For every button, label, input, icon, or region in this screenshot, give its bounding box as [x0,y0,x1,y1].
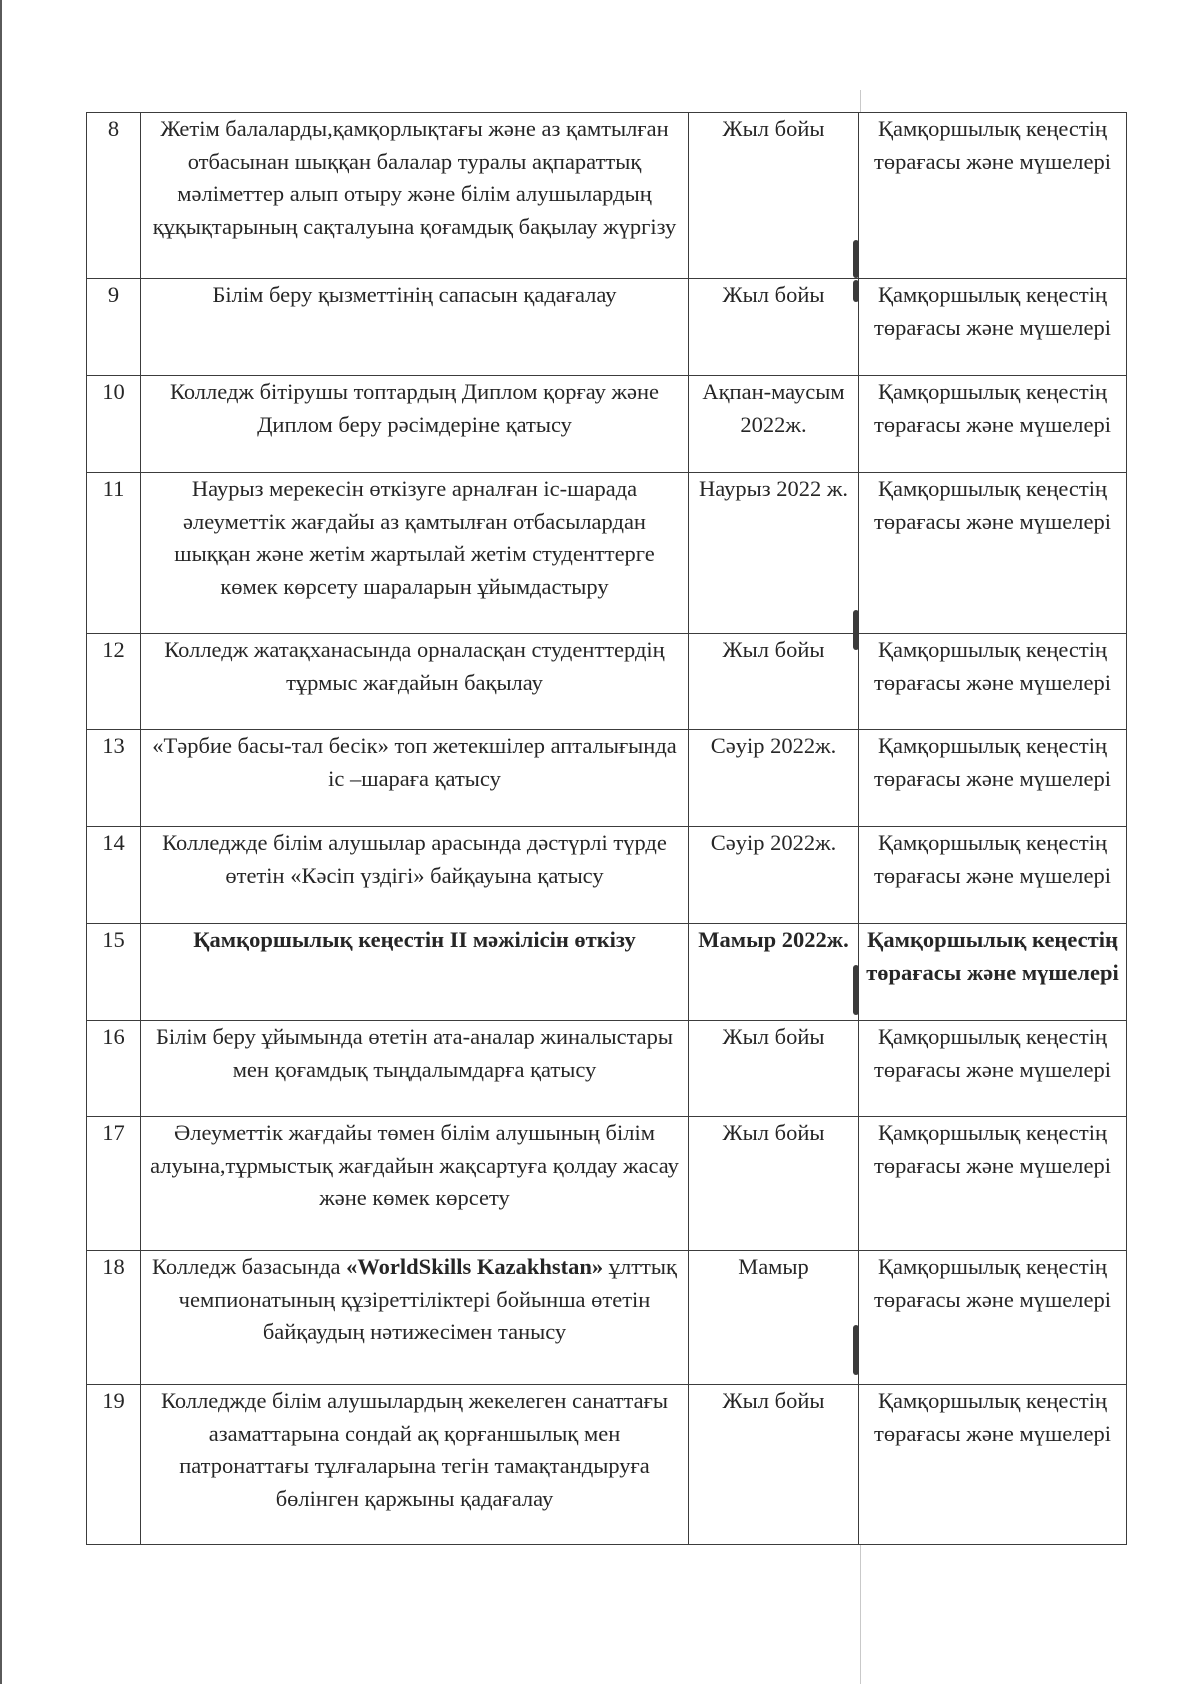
table-row [87,279,1127,376]
date-cell: Сәуір 2022ж. [689,827,859,924]
date-cell: Жыл бойы [689,1021,859,1117]
responsible-cell: Қамқоршылық кеңестің төрағасы және мүшелері [859,634,1127,730]
responsible-cell: Қамқоршылық кеңестің төрағасы және мүшелері [859,1021,1127,1117]
task-cell: Жетім балаларды,қамқорлықтағы және аз қамтылған отбасынан шыққан балалар туралы ақпараттық мәліметтер алып отыру және білім алушылардың құқықтарының сақталуына қоғамдық бақылау жүргізу [141,113,689,279]
table-row [87,473,1127,634]
binding-mark [853,280,859,302]
date-cell: Жыл бойы [689,279,859,376]
row-number: 16 [87,1021,141,1117]
table-row [87,113,1127,279]
responsible-cell: Қамқоршылық кеңестің төрағасы және мүшелері [859,113,1127,279]
responsible-cell: Қамқоршылық кеңестің төрағасы және мүшелері [859,924,1127,1021]
date-cell: Жыл бойы [689,1385,859,1545]
binding-mark [853,965,859,1015]
row-number: 9 [87,279,141,376]
binding-mark [853,1325,859,1375]
table-row [87,634,1127,730]
table-row [87,1385,1127,1545]
responsible-cell: Қамқоршылық кеңестің төрағасы және мүшелері [859,376,1127,473]
table-row [87,1251,1127,1385]
task-cell: Колледжде білім алушылар арасында дәстүрлі түрде өтетін «Кәсіп үздігі» байқауына қатысу [141,827,689,924]
row-number: 8 [87,113,141,279]
task-cell: «Тәрбие басы-тал бесік» топ жетекшілер апталығында іс –шараға қатысу [141,730,689,827]
row-number: 13 [87,730,141,827]
row-number: 15 [87,924,141,1021]
row-number: 14 [87,827,141,924]
responsible-cell: Қамқоршылық кеңестің төрағасы және мүшелері [859,827,1127,924]
date-cell: Наурыз 2022 ж. [689,473,859,634]
task-cell: Білім беру қызметтінің сапасын қадағалау [141,279,689,376]
task-cell: Наурыз мерекесін өткізуге арналған іс-шарада әлеуметтік жағдайы аз қамтылған отбасылардан шыққан және жетім жартылай жетім студенттерге көмек көрсету шараларын ұйымдастыру [141,473,689,634]
scan-page-edge [0,0,2,1684]
table-row [87,1021,1127,1117]
date-cell: Жыл бойы [689,1117,859,1251]
table-row-highlighted [87,924,1127,1021]
task-text: Колледж базасында [152,1254,347,1279]
table-row [87,730,1127,827]
task-cell: Білім беру ұйымында өтетін ата-аналар жиналыстары мен қоғамдық тыңдалымдарға қатысу [141,1021,689,1117]
binding-mark [853,610,859,650]
scan-artifact-line [860,1545,861,1684]
date-cell: Мамыр 2022ж. [689,924,859,1021]
row-number: 12 [87,634,141,730]
scan-artifact-line [860,90,861,112]
binding-mark [853,240,859,278]
task-cell [141,1251,689,1385]
table-row [87,1117,1127,1251]
task-cell: Колледжде білім алушылардың жекелеген санаттағы азаматтарына сондай ақ қорғаншылық мен патронаттағы тұлғаларына тегін тамақтандыруға бөлінген қаржыны қадағалау [141,1385,689,1545]
work-plan-table [86,112,1127,1545]
responsible-cell: Қамқоршылық кеңестің төрағасы және мүшелері [859,1385,1127,1545]
table-row [87,827,1127,924]
task-text: ұлттық чемпионатының құзіреттіліктері бойынша өтетін байқаудың нәтижесімен танысу [178,1254,677,1344]
table-row [87,376,1127,473]
row-number: 10 [87,376,141,473]
task-cell: Колледж бітірушы топтардың Диплом қорғау және Диплом беру рәсімдеріне қатысу [141,376,689,473]
date-cell: Ақпан-маусым 2022ж. [689,376,859,473]
responsible-cell: Қамқоршылық кеңестің төрағасы және мүшелері [859,279,1127,376]
task-cell: Колледж жатақханасында орналасқан студенттердің тұрмыс жағдайын бақылау [141,634,689,730]
date-cell: Мамыр [689,1251,859,1385]
responsible-cell: Қамқоршылық кеңестің төрағасы және мүшелері [859,1251,1127,1385]
row-number: 18 [87,1251,141,1385]
row-number: 11 [87,473,141,634]
row-number: 17 [87,1117,141,1251]
date-cell: Жыл бойы [689,634,859,730]
date-cell: Сәуір 2022ж. [689,730,859,827]
responsible-cell: Қамқоршылық кеңестің төрағасы және мүшелері [859,1117,1127,1251]
task-cell: Әлеуметтік жағдайы төмен білім алушының білім алуына,тұрмыстық жағдайын жақсартуға қолдау жасау және көмек көрсету [141,1117,689,1251]
responsible-cell: Қамқоршылық кеңестің төрағасы және мүшелері [859,473,1127,634]
responsible-cell: Қамқоршылық кеңестің төрағасы және мүшелері [859,730,1127,827]
worldskills-name: «WorldSkills Kazakhstan» [346,1254,604,1279]
date-cell: Жыл бойы [689,113,859,279]
task-cell: Қамқоршылық кеңестін II мәжілісін өткізу [141,924,689,1021]
row-number: 19 [87,1385,141,1545]
